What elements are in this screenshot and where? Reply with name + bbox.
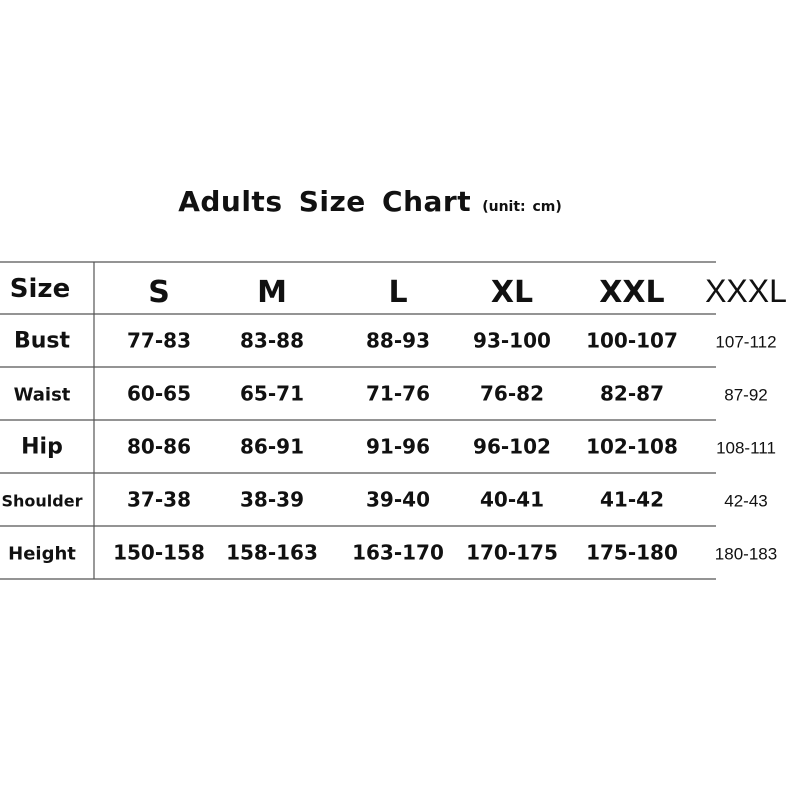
row-label-height: Height (8, 543, 76, 565)
row-label-waist: Waist (13, 384, 71, 406)
cell-hip-l: 91-96 (366, 434, 430, 459)
column-header-xxxl: XXXL (705, 273, 787, 309)
cell-shoulder-l: 39-40 (366, 487, 430, 512)
row-label-shoulder: Shoulder (1, 491, 83, 511)
cell-waist-m: 65-71 (240, 381, 304, 406)
cell-shoulder-xxl: 41-42 (600, 487, 664, 512)
cell-bust-xxl: 100-107 (586, 328, 678, 353)
cell-waist-l: 71-76 (366, 381, 430, 406)
cell-hip-xxxl: 108-111 (716, 438, 776, 458)
chart-title: Adults Size Chart (178, 185, 472, 218)
cell-bust-xxxl: 107-112 (715, 332, 777, 352)
cell-hip-xl: 96-102 (473, 434, 551, 459)
corner-label: Size (9, 274, 71, 304)
cell-height-m: 158-163 (226, 540, 318, 565)
cell-bust-xl: 93-100 (473, 328, 551, 353)
row-label-hip: Hip (21, 434, 63, 460)
cell-bust-l: 88-93 (366, 328, 430, 353)
cell-bust-s: 77-83 (127, 328, 191, 353)
cell-waist-s: 60-65 (127, 381, 191, 406)
cell-hip-xxl: 102-108 (586, 434, 678, 459)
cell-shoulder-xl: 40-41 (480, 487, 544, 512)
column-header-m: M (257, 275, 287, 310)
column-header-l: L (388, 275, 408, 310)
cell-height-xl: 170-175 (466, 540, 558, 565)
row-label-bust: Bust (13, 328, 71, 354)
cell-height-xxl: 175-180 (586, 540, 678, 565)
cell-height-s: 150-158 (113, 540, 205, 565)
cell-shoulder-s: 37-38 (127, 487, 191, 512)
column-header-xl: XL (490, 275, 534, 310)
cell-height-xxxl: 180-183 (714, 544, 778, 564)
cell-shoulder-xxxl: 42-43 (724, 491, 768, 511)
cell-waist-xxl: 82-87 (600, 381, 664, 406)
cell-height-l: 163-170 (352, 540, 444, 565)
cell-hip-m: 86-91 (240, 434, 304, 459)
cell-waist-xxxl: 87-92 (724, 385, 768, 405)
unit-note: (unit: cm) (482, 199, 562, 215)
cell-shoulder-m: 38-39 (240, 487, 304, 512)
column-header-xxl: XXL (599, 275, 665, 310)
cell-bust-m: 83-88 (240, 328, 304, 353)
cell-hip-s: 80-86 (127, 434, 191, 459)
cell-waist-xl: 76-82 (480, 381, 544, 406)
column-header-s: S (148, 275, 170, 310)
